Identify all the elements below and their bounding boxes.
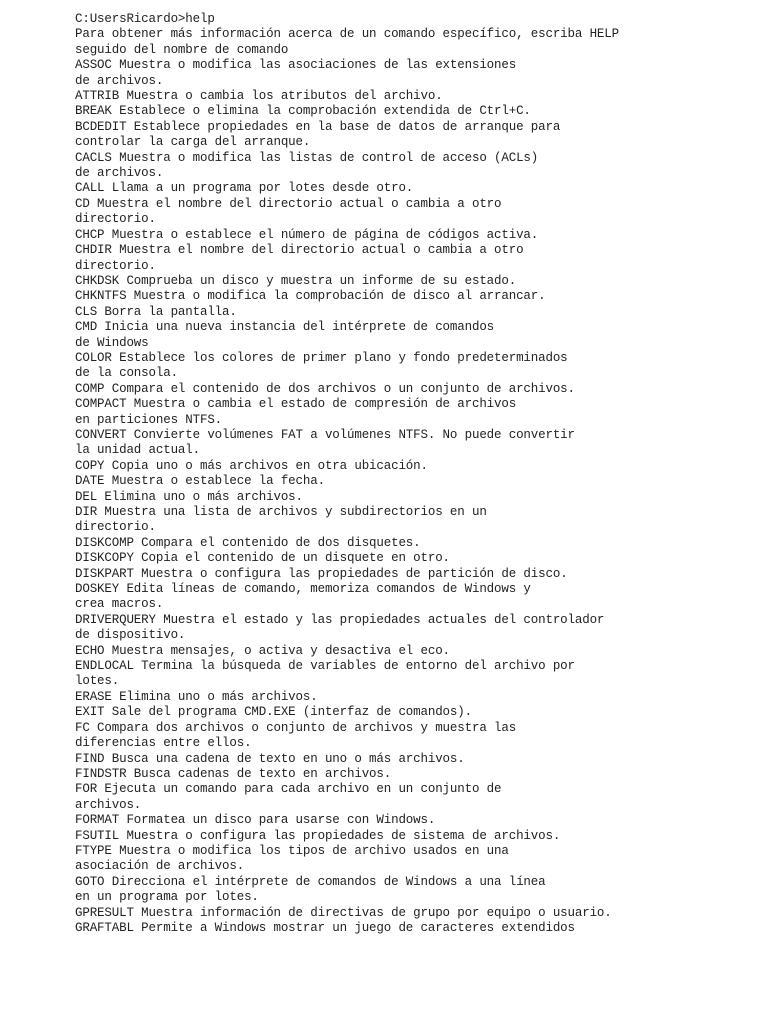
command-description-line: CD Muestra el nombre del directorio actual o cambia a otro [75,196,502,211]
command-description-line: de Windows [75,335,149,350]
command-description-line: CLS Borra la pantalla. [75,304,237,319]
command-description-line: archivos. [75,797,142,812]
command-description-line: ENDLOCAL Termina la búsqueda de variables de entorno del archivo por [75,659,575,674]
command-description-line: COPY Copia uno o más archivos en otra ubicación. [75,458,428,473]
command-description-line: CACLS Muestra o modifica las listas de control de acceso (ACLs) [75,150,539,165]
command-description-line: FC Compara dos archivos o conjunto de archivos y muestra las [75,720,517,735]
command-description-line: ATTRIB Muestra o cambia los atributos del archivo. [75,89,443,104]
command-description-line: FORMAT Formatea un disco para usarse con Windows. [75,813,436,828]
command-description-line: de la consola. [75,366,178,381]
command-description-line: BREAK Establece o elimina la comprobación extendida de Ctrl+C. [75,104,531,119]
command-description-line: DRIVERQUERY Muestra el estado y las propiedades actuales del controlador [75,612,605,627]
command-description-line: ECHO Muestra mensajes, o activa y desactiva el eco. [75,643,450,658]
command-description-line: GRAFTABL Permite a Windows mostrar un juego de caracteres extendidos [75,920,575,935]
command-description-line: CMD Inicia una nueva instancia del intérprete de comandos [75,320,495,335]
command-description-line: DATE Muestra o establece la fecha. [75,474,325,489]
command-description-line: CHKNTFS Muestra o modifica la comprobación de disco al arrancar. [75,289,546,304]
command-description-line: de archivos. [75,166,164,181]
command-description-line: ASSOC Muestra o modifica las asociaciones de las extensiones [75,58,517,73]
command-description-line: diferencias entre ellos. [75,736,252,751]
command-description-line: CONVERT Convierte volúmenes FAT a volúmenes NTFS. No puede convertir [75,427,575,442]
command-description-line: GOTO Direcciona el intérprete de comandos de Windows a una línea [75,874,546,889]
command-description-line: DEL Elimina uno o más archivos. [75,489,303,504]
command-description-line: FIND Busca una cadena de texto en uno o más archivos. [75,751,465,766]
command-description-line: de dispositivo. [75,628,186,643]
help-intro-line: Para obtener más información acerca de un comando específico, escriba HELP [75,27,619,42]
command-description-line: directorio. [75,212,156,227]
command-description-line: COMPACT Muestra o cambia el estado de compresión de archivos [75,397,517,412]
command-description-line: DISKPART Muestra o configura las propiedades de partición de disco. [75,566,568,581]
command-description-line: FOR Ejecuta un comando para cada archivo en un conjunto de [75,782,502,797]
command-description-line: DISKCOMP Compara el contenido de dos disquetes. [75,535,421,550]
command-description-line: DIR Muestra una lista de archivos y subdirectorios en un [75,505,487,519]
command-description-line: lotes. [75,674,120,689]
command-description-line: COMP Compara el contenido de dos archivos o un conjunto de archivos. [75,381,575,396]
command-description-line: CHCP Muestra o establece el número de página de códigos activa. [75,227,539,242]
command-description-line: CHKDSK Comprueba un disco y muestra un informe de su estado. [75,273,517,288]
command-description-line: COLOR Establece los colores de primer plano y fondo predeterminados [75,350,568,365]
command-description-line: asociación de archivos. [75,859,245,874]
help-intro-line: seguido del nombre de comando [75,42,289,57]
command-description-line: CHDIR Muestra el nombre del directorio actual o cambia a otro [75,243,524,258]
command-description-line: la unidad actual. [75,443,200,458]
command-description-line: de archivos. [75,73,164,88]
command-description-line: CALL Llama a un programa por lotes desde otro. [75,181,414,196]
command-description-line: BCDEDIT Establece propiedades en la base de datos de arranque para [75,119,561,134]
command-description-line: DOSKEY Edita líneas de comando, memoriza comandos de Windows y [75,582,531,597]
command-description-line: ERASE Elimina uno o más archivos. [75,689,318,704]
command-prompt-line: C:UsersRicardo>help [75,12,215,26]
command-description-line: controlar la carga del arranque. [75,135,311,150]
help-output-document [75,12,755,936]
command-description-line: EXIT Sale del programa CMD.EXE (interfaz de comandos). [75,705,472,720]
command-description-line: FTYPE Muestra o modifica los tipos de archivo usados en una [75,843,509,858]
command-description-line: en un programa por lotes. [75,890,259,905]
command-description-line: directorio. [75,520,156,535]
command-description-line: FSUTIL Muestra o configura las propiedades de sistema de archivos. [75,828,561,843]
command-description-line: crea macros. [75,597,164,612]
command-description-line: FINDSTR Busca cadenas de texto en archivos. [75,766,392,781]
command-description-line: en particiones NTFS. [75,412,223,427]
command-description-line: directorio. [75,258,156,273]
command-description-line: GPRESULT Muestra información de directivas de grupo por equipo o usuario. [75,905,612,920]
command-description-line: DISKCOPY Copia el contenido de un disquete en otro. [75,551,450,566]
